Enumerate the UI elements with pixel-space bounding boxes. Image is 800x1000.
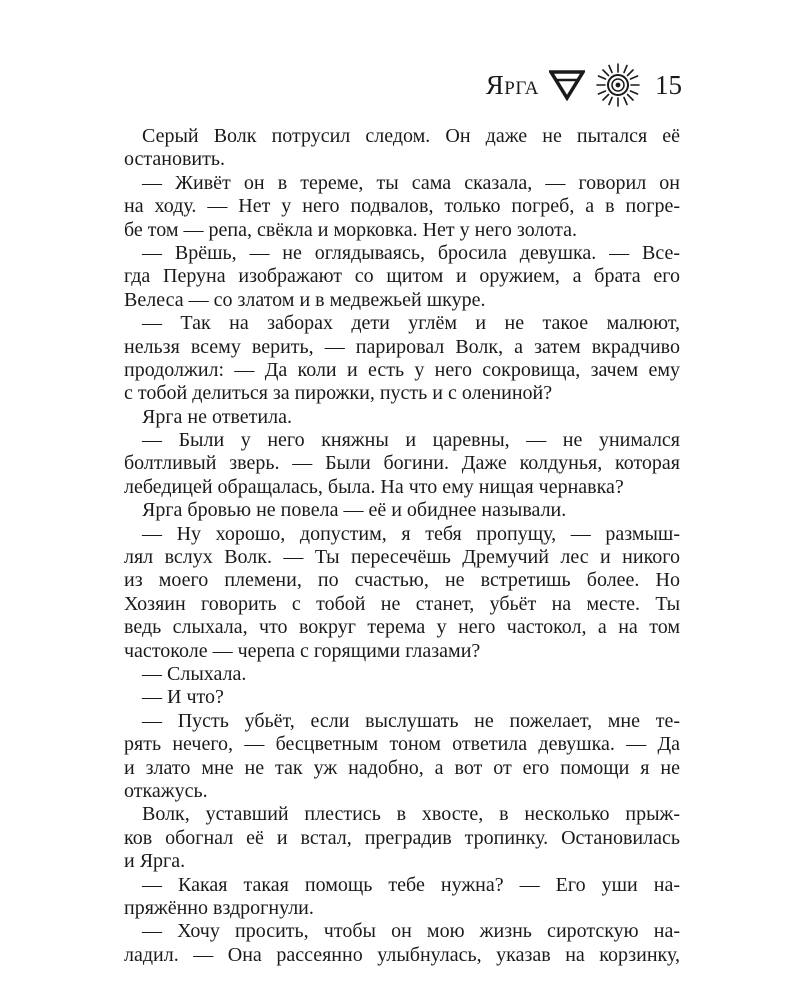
- sun-icon: [595, 62, 641, 108]
- text-line: — Живёт он в тереме, ты сама сказала, — говорил он: [142, 171, 680, 194]
- page-header: [486, 60, 682, 110]
- text-line: — Хочу просить, чтобы он мою жизнь сиротскую на-: [142, 920, 680, 943]
- text-line: Волк, уставший плестись в хвосте, в несколько прыж-: [142, 803, 680, 826]
- text-line: — И что?: [142, 686, 224, 709]
- text-line: остановить.: [124, 148, 225, 171]
- text-line: — Слыхала.: [142, 662, 247, 685]
- text-line: из моего племени, по счастью, не встретишь более. Но: [124, 569, 680, 592]
- text-line: ков обогнал её и встал, преградив тропинку. Остановилась: [124, 826, 680, 849]
- text-line: — Так на заборах дети углём и не такое малюют,: [142, 312, 680, 335]
- text-line: ведь слыхала, что вокруг терема у него частокол, а на том: [124, 616, 680, 639]
- text-line: Хозяин говорить с тобой не станет, убьёт на месте. Ты: [124, 592, 680, 615]
- text-line: с тобой делиться за пирожки, пусть и с олениной?: [124, 382, 553, 405]
- triangle-icon: [549, 69, 585, 101]
- text-line: частоколе — черепа с горящими глазами?: [124, 639, 481, 662]
- text-line: пряжённо вздрогнули.: [124, 896, 314, 919]
- text-line: нельзя всему верить, — парировал Волк, а затем вкрадчиво: [124, 335, 680, 358]
- text-line: — Какая такая помощь тебе нужна? — Его уши на-: [142, 873, 680, 896]
- text-line: Ярга бровью не повела — её и обиднее называли.: [142, 499, 567, 522]
- text-line: лебедицей обращалась, была. На что ему нищая чернавка?: [124, 475, 624, 498]
- text-line: гда Перуна изображают со щитом и оружием, а брата его: [124, 265, 680, 288]
- text-line: — Ну хорошо, допустим, я тебя пропущу, — размыш-: [142, 522, 680, 545]
- text-line: бе том — репа, свёкла и морковка. Нет у него золота.: [124, 218, 578, 241]
- text-line: Ярга не ответила.: [142, 405, 292, 428]
- text-line: продолжил: — Да коли и есть у него сокровища, зачем ему: [124, 358, 680, 381]
- text-line: лял вслух Волк. — Ты пересечёшь Дремучий лес и никого: [124, 546, 680, 569]
- text-line: и злато мне не так уж надобно, а вот от его помощи я не: [124, 756, 680, 779]
- text-line: рять нечего, — бесцветным тоном ответила девушка. — Да: [124, 733, 680, 756]
- text-line: и Ярга.: [124, 850, 186, 873]
- body-text: [124, 125, 680, 967]
- text-line: — Были у него княжны и царевны, — не унимался: [142, 429, 680, 452]
- text-line: — Пусть убьёт, если выслушать не пожелает, мне те-: [142, 709, 680, 732]
- text-line: Велеса — со златом и в медвежьей шкуре.: [124, 288, 486, 311]
- text-line: — Врёшь, — не оглядываясь, бросила девушка. — Все-: [142, 241, 680, 264]
- text-line: откажусь.: [124, 779, 208, 802]
- text-line: болтливый зверь. — Были богини. Даже колдунья, которая: [124, 452, 680, 475]
- text-line: Серый Волк потрусил следом. Он даже не пытался её: [142, 125, 680, 147]
- text-line: на ходу. — Нет у него подвалов, только погреб, а в погре-: [124, 195, 680, 218]
- running-title: Ярга: [485, 69, 539, 100]
- page-number: 15: [655, 69, 682, 100]
- text-line: ладил. — Она рассеянно улыбнулась, указав на корзинку,: [124, 943, 680, 966]
